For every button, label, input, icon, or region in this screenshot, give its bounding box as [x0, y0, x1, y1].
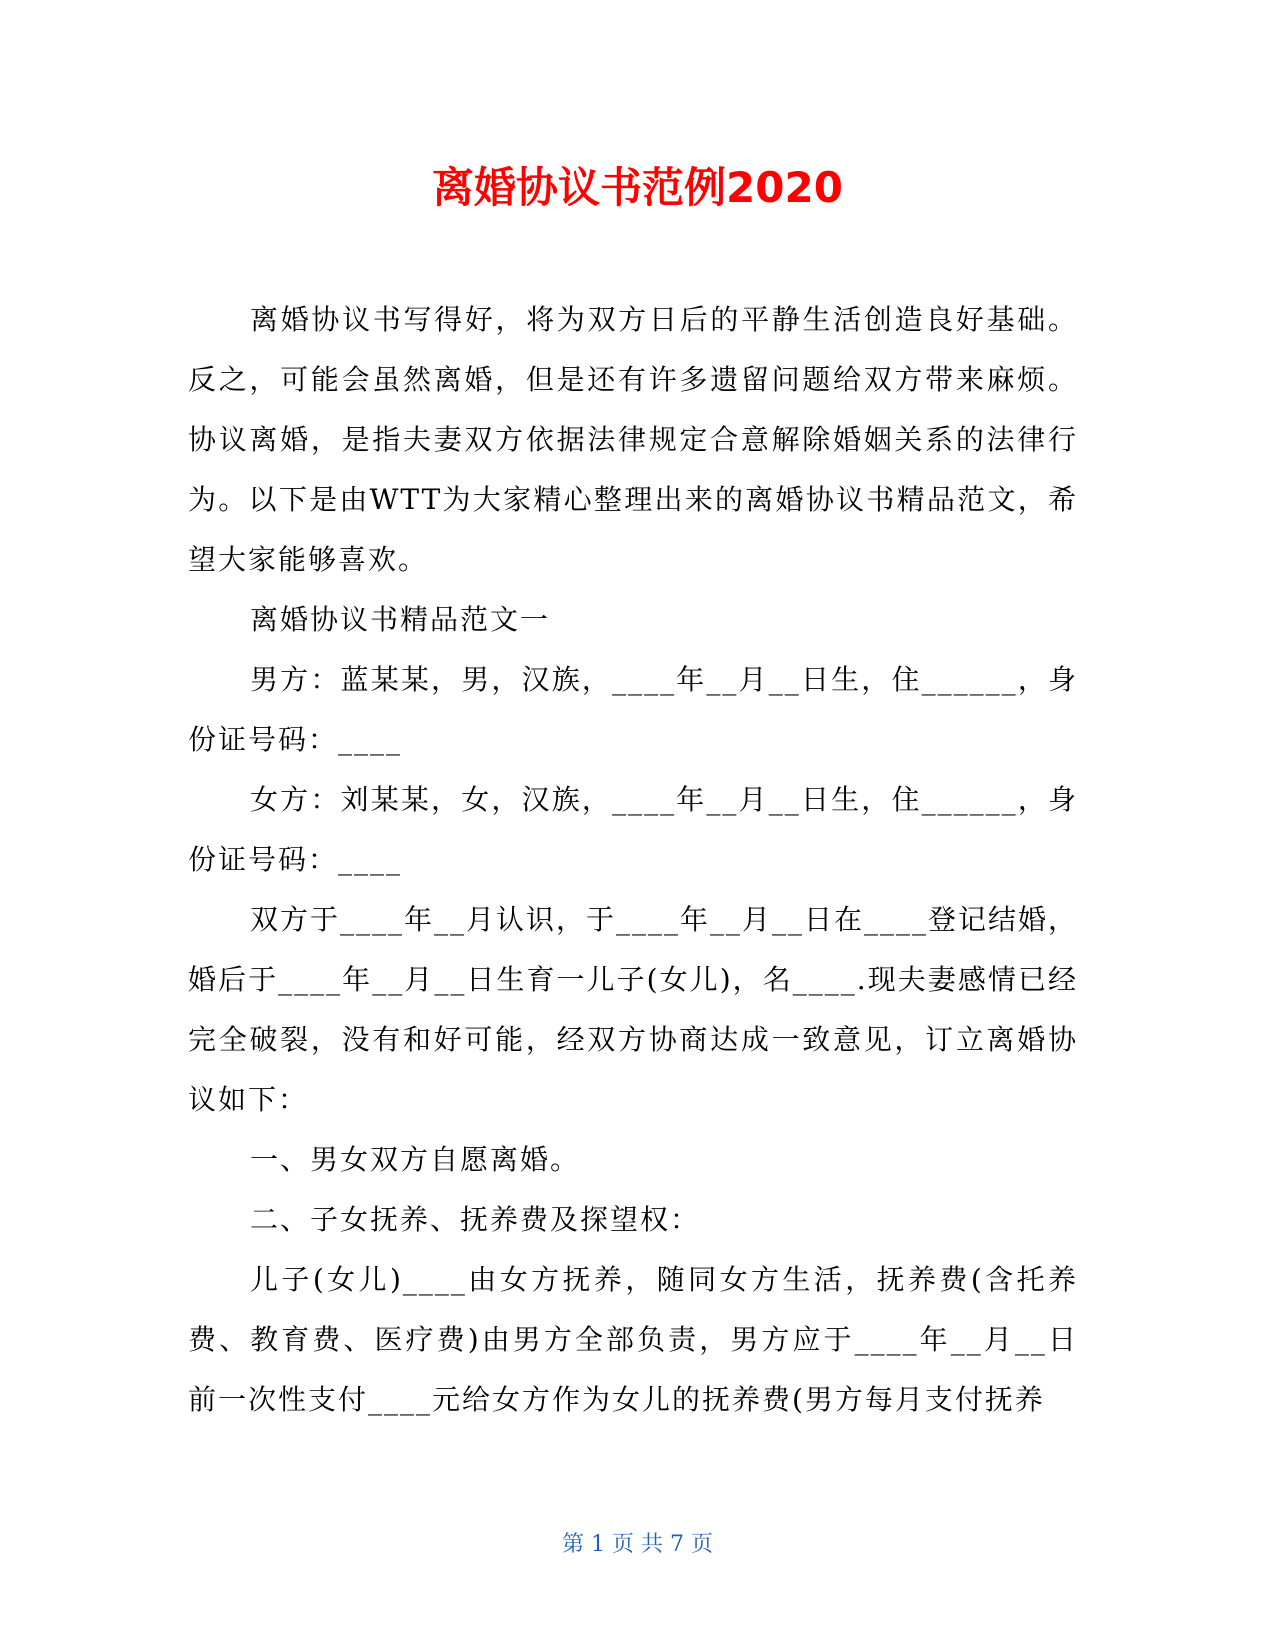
clause-two-heading: 二、子女抚养、抚养费及探望权： [250, 1203, 701, 1236]
section-heading: 离婚协议书精品范文一 [250, 603, 551, 636]
page-footer: 第 1 页 共 7 页 [562, 1532, 713, 1557]
marriage-background-paragraph: 双方于____年__月认识，于____年__月__日在____登记结婚，婚后于____年__月__日生育一儿子(女儿)，名____.现夫妻感情已经完全破裂，没有和好可能，经双方协商达成一致意见，订立离婚协议如下： [188, 903, 1079, 1116]
document-title: 离婚协议书范例2020 [432, 163, 843, 212]
child-support-paragraph: 儿子(女儿)____由女方抚养，随同女方生活，抚养费(含托养费、教育费、医疗费)由男方全部负责，男方应于____年__月__日前一次性支付____元给女方作为女儿的抚养费(男方每月支付抚养 [188, 1263, 1078, 1416]
clause-one: 一、男女双方自愿离婚。 [250, 1143, 581, 1176]
male-party-paragraph: 男方：蓝某某，男，汉族，____年__月__日生，住______，身份证号码：____ [188, 663, 1078, 756]
intro-paragraph: 离婚协议书写得好，将为双方日后的平静生活创造良好基础。反之，可能会虽然离婚，但是还有许多遗留问题给双方带来麻烦。协议离婚，是指夫妻双方依据法律规定合意解除婚姻关系的法律行为。以下是由WTT为大家精心整理出来的离婚协议书精品范文，希望大家能够喜欢。 [188, 303, 1078, 576]
document-body [188, 290, 1078, 1430]
female-party-paragraph: 女方：刘某某，女，汉族，____年__月__日生，住______，身份证号码：____ [188, 783, 1078, 876]
